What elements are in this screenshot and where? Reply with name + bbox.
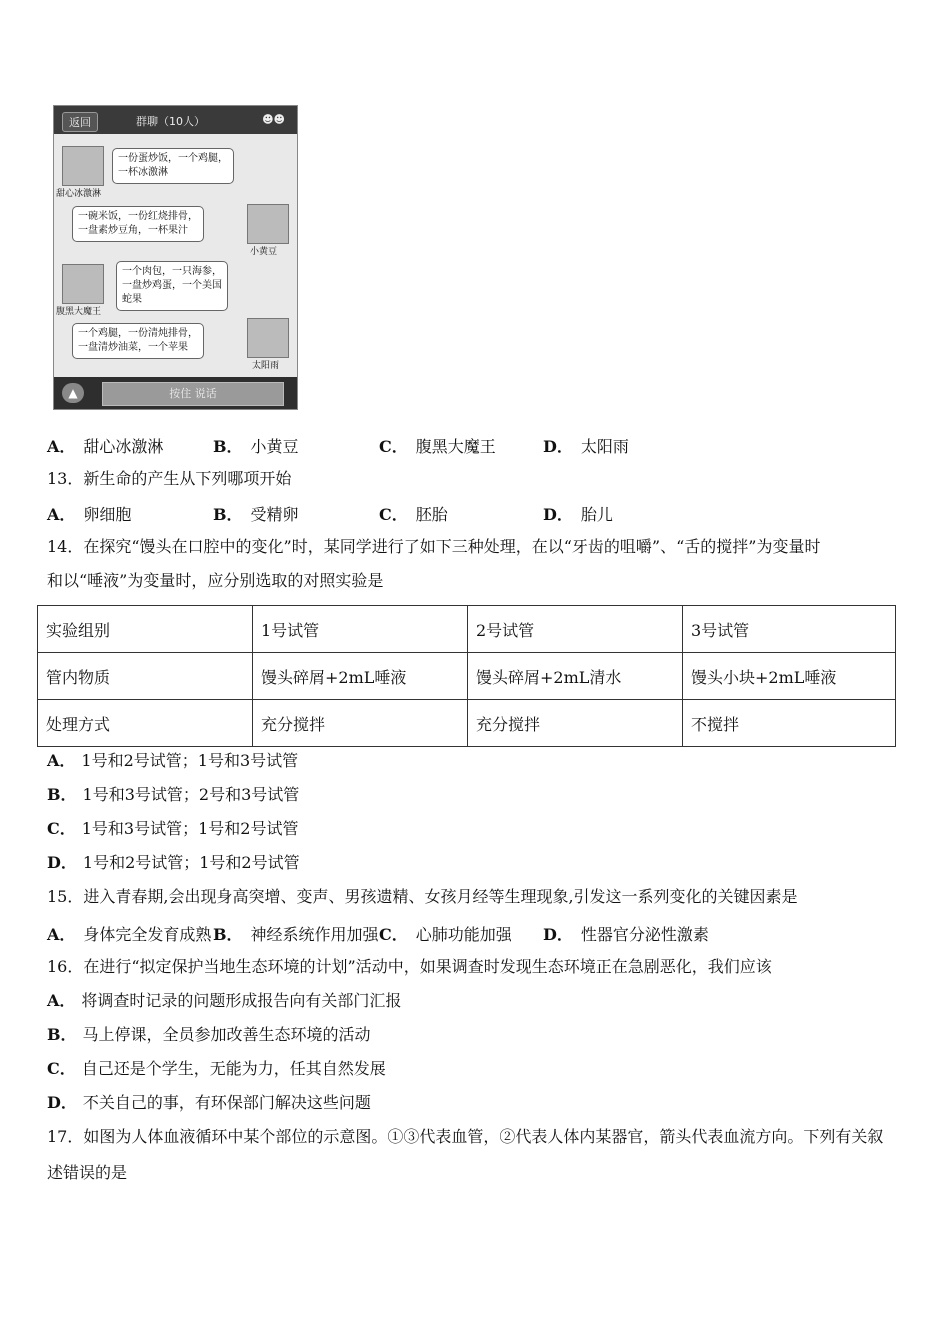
option-letter: D． [543, 505, 573, 524]
option-text: 1号和2号试管；1号和3号试管 [81, 751, 299, 770]
option-letter: B． [47, 1025, 77, 1044]
q13-option-a [47, 502, 131, 525]
table-cell: 1号试管 [253, 606, 468, 653]
option-letter: D． [543, 437, 573, 456]
hold-to-talk-button: 按住 说话 [102, 382, 284, 406]
chat-username: 小黄豆 [250, 247, 278, 257]
q17-stem-line2: 述错误的是 [47, 1163, 128, 1182]
q14-option-c [47, 818, 298, 840]
option-letter: A． [47, 505, 76, 524]
chat-line: 一盘素炒豆角，一杯果汁 [78, 225, 188, 236]
option-text: 受精卵 [250, 505, 299, 524]
option-text: 腹黑大魔王 [415, 437, 496, 456]
option-text: 胚胎 [415, 505, 448, 524]
option-text: 神经系统作用加强 [250, 925, 379, 944]
q15-option-c [379, 922, 512, 945]
group-icon: ☻☻ [262, 113, 285, 126]
chat-header [54, 106, 297, 134]
q15-stem: 15．进入青春期,会出现身高突增、变声、男孩遗精、女孩月经等生理现象,引发这一系列变化的关键因素是 [47, 887, 798, 906]
q14-option-b [47, 784, 299, 806]
avatar [247, 318, 289, 358]
option-letter: C． [47, 819, 76, 838]
option-letter: D． [47, 853, 77, 872]
avatar [247, 204, 289, 244]
q15-option-a [47, 922, 211, 945]
chat-username: 腹黑大魔王 [56, 307, 102, 317]
option-letter: A． [47, 991, 76, 1010]
avatar [62, 146, 104, 186]
q16-option-a [47, 990, 401, 1012]
option-letter: B． [213, 437, 243, 456]
chat-line: 一个鸡腿，一份清炖排骨， [78, 328, 198, 339]
chat-line: 一碗米饭，一份红烧排骨， [78, 211, 198, 222]
q13-option-b [213, 502, 299, 525]
option-text: 马上停课，全员参加改善生态环境的活动 [82, 1025, 371, 1044]
q12-option-a [47, 434, 163, 457]
chat-bubble [72, 206, 204, 242]
option-letter: C． [379, 505, 408, 524]
chat-line: 一杯冰激淋 [118, 167, 168, 178]
table-row [38, 606, 896, 653]
chat-line: 蛇果 [122, 294, 142, 305]
option-text: 胎儿 [580, 505, 613, 524]
chat-title: 群聊（10人） [136, 115, 205, 128]
option-letter: A． [47, 925, 76, 944]
option-text: 1号和2号试管；1号和2号试管 [82, 853, 300, 872]
chat-username: 太阳雨 [252, 361, 280, 371]
option-letter: C． [47, 1059, 76, 1078]
q16-option-d [47, 1092, 371, 1114]
table-cell: 馒头碎屑+2mL清水 [468, 653, 683, 700]
option-text: 小黄豆 [250, 437, 299, 456]
option-text: 甜心冰激淋 [83, 437, 164, 456]
chat-bubble [72, 323, 204, 359]
table-row [38, 700, 896, 747]
chat-line: 一盘清炒油菜，一个苹果 [78, 342, 188, 353]
table-cell: 实验组别 [38, 606, 253, 653]
chat-username: 甜心冰激淋 [56, 189, 102, 199]
table-cell: 不搅拌 [683, 700, 896, 747]
option-text: 不关自己的事，有环保部门解决这些问题 [82, 1093, 371, 1112]
q15-option-b [213, 922, 379, 945]
q16-stem: 16．在进行“拟定保护当地生态环境的计划”活动中，如果调查时发现生态环境正在急剧恶化，我们应该 [47, 957, 772, 976]
q13-stem: 13．新生命的产生从下列哪项开始 [47, 469, 292, 488]
experiment-table [37, 605, 896, 747]
option-letter: D． [543, 925, 573, 944]
option-letter: B． [47, 785, 77, 804]
option-letter: D． [47, 1093, 77, 1112]
option-letter: A． [47, 751, 76, 770]
q12-option-c [379, 434, 496, 457]
option-text: 身体完全发育成熟 [83, 925, 212, 944]
option-letter: B． [213, 925, 243, 944]
option-letter: C． [379, 925, 408, 944]
table-cell: 3号试管 [683, 606, 896, 653]
back-button: 返回 [62, 112, 98, 132]
chat-bubble [112, 148, 234, 184]
q13-option-c [379, 502, 448, 525]
option-text: 1号和3号试管；2号和3号试管 [82, 785, 300, 804]
option-text: 性器官分泌性激素 [580, 925, 709, 944]
option-letter: A． [47, 437, 76, 456]
table-cell: 充分搅拌 [468, 700, 683, 747]
option-text: 心肺功能加强 [415, 925, 512, 944]
q14-stem-line1: 14．在探究“馒头在口腔中的变化”时，某同学进行了如下三种处理，在以“牙齿的咀嚼”、“舌的搅拌”为变量时 [47, 537, 821, 556]
option-text: 太阳雨 [580, 437, 629, 456]
table-cell: 管内物质 [38, 653, 253, 700]
q16-option-b [47, 1024, 371, 1046]
q14-option-a [47, 750, 298, 772]
chat-input-bar [54, 377, 297, 409]
table-cell: 馒头小块+2mL唾液 [683, 653, 896, 700]
option-letter: C． [379, 437, 408, 456]
table-cell: 处理方式 [38, 700, 253, 747]
chat-screenshot-figure [53, 105, 298, 410]
avatar [62, 264, 104, 304]
q15-option-d [543, 922, 709, 945]
q14-stem-line2: 和以“唾液”为变量时，应分别选取的对照实验是 [47, 571, 384, 590]
chat-line: 一个肉包，一只海参， [122, 266, 222, 277]
table-row [38, 653, 896, 700]
option-text: 1号和3号试管；1号和2号试管 [81, 819, 299, 838]
option-letter: B． [213, 505, 243, 524]
q12-option-d [543, 434, 629, 457]
table-cell: 充分搅拌 [253, 700, 468, 747]
q14-option-d [47, 852, 300, 874]
table-cell: 馒头碎屑+2mL唾液 [253, 653, 468, 700]
table-cell: 2号试管 [468, 606, 683, 653]
chat-bubble [116, 261, 228, 311]
chat-line: 一盘炒鸡蛋，一个美国 [122, 280, 222, 291]
option-text: 自己还是个学生，无能为力，任其自然发展 [81, 1059, 386, 1078]
q12-option-b [213, 434, 299, 457]
q17-stem-line1: 17．如图为人体血液循环中某个部位的示意图。①③代表血管，②代表人体内某器官，箭头代表血流方向。下列有关叙 [47, 1127, 884, 1146]
option-text: 将调查时记录的问题形成报告向有关部门汇报 [81, 991, 402, 1010]
chat-line: 一份蛋炒饭，一个鸡腿， [118, 153, 228, 164]
option-text: 卵细胞 [83, 505, 132, 524]
arrow-up-icon: ▲ [62, 383, 84, 403]
q16-option-c [47, 1058, 386, 1080]
q13-option-d [543, 502, 613, 525]
